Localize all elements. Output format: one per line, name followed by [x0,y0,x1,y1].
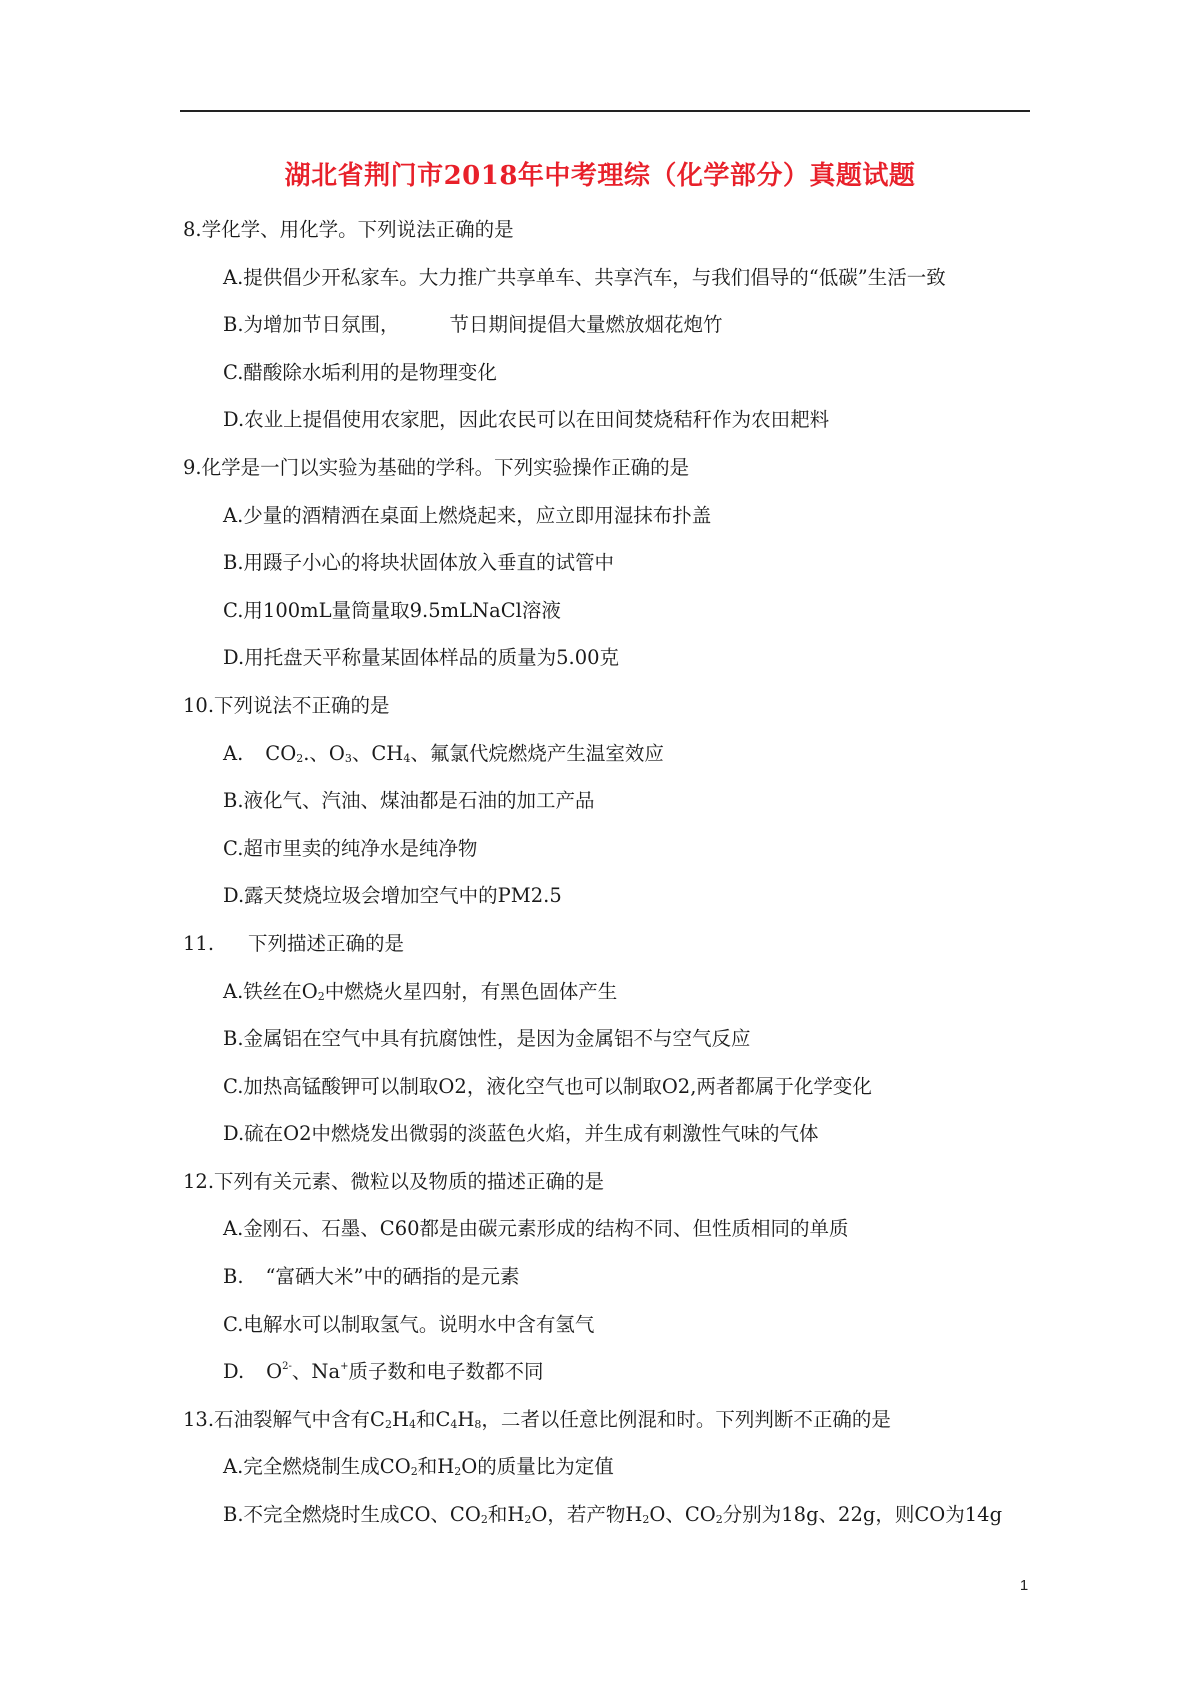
question-9-option-a: A.少量的酒精洒在桌面上燃烧起来，应立即用湿抹布扑盖 [223,503,712,527]
question-12-option-b: B. “富硒大米”中的硒指的是元素 [223,1265,520,1289]
question-12-option-d: D. $O^{2-}$、Na+质子数和电子数都不同 [223,1360,544,1384]
question-12-option-c: C.电解水可以制取氢气。说明水中含有氢气 [223,1312,595,1336]
question-8-option-b [183,310,1083,358]
question-9-option-d: D.用托盘天平称量某固体样品的质量为5.00克 [223,646,620,670]
question-10-option-a: A. $CO_2$.、$O_3$、$CH_4$、氟氯代烷燃烧产生温室效应 [223,741,664,765]
question-10-option-c: C.超市里卖的纯净水是纯净物 [223,836,478,860]
option-b-head: B.为增加节日氛围， [223,313,400,337]
question-10-stem: 10.下列说法不正确的是 [183,693,390,717]
question-12-stem: 12.下列有关元素、微粒以及物质的描述正确的是 [183,1169,605,1193]
question-13-option-b: B.不完全燃烧时生成CO、$CO_2$和$H_2O$，若产物$H_2O$、$CO_2$分别为18g、22g，则CO为14g [223,1503,1003,1527]
question-11-option-a: A.铁丝在$O_2$中燃烧火星四射，有黑色固体产生 [223,979,618,1003]
question-9-option-c: C.用100mL量筒量取9.5mLNaCl溶液 [223,598,561,622]
question-8-option-d: D.农业上提倡使用农家肥，因此农民可以在田间焚烧秸秆作为农田耙料 [223,408,830,432]
question-12-option-a: A.金刚石、石墨、C60都是由碳元素形成的结构不同、但性质相同的单质 [223,1217,849,1241]
question-8-option-a: A.提供倡少开私家车。大力推广共享单车、共享汽车，与我们倡导的“低碳”生活一致 [223,265,946,289]
question-9-option-b: B.用蹑子小心的将块状固体放入垂直的试管中 [223,551,615,575]
question-11-stem: 11. 下列描述正确的是 [183,931,405,955]
question-8-option-c: C.醋酸除水垢利用的是物理变化 [223,360,497,384]
question-8-stem: 8.学化学、用化学。下列说法正确的是 [183,218,514,241]
question-13-option-a: A.完全燃烧制生成$CO_2$和$H_2O$的质量比为定值 [223,1455,614,1479]
question-11-option-b: B.金属铝在空气中具有抗腐蚀性，是因为金属铝不与空气反应 [223,1027,751,1051]
page-title: 湖北省荆门市2018年中考理综（化学部分）真题试题 [284,161,916,191]
question-13-stem: 13.石油裂解气中含有$C_2H_4$和$C_4H_8$，二者以任意比例混和时。下列判断不正确的是 [183,1407,891,1431]
page-number: 1 [1019,1577,1029,1594]
question-10-option-b: B.液化气、汽油、煤油都是石油的加工产品 [223,789,595,813]
question-11-option-d: D.硫在O2中燃烧发出微弱的淡蓝色火焰，并生成有刺激性气味的气体 [223,1122,819,1146]
question-11-option-c: C.加热高锰酸钾可以制取O2，液化空气也可以制取O2,两者都属于化学变化 [223,1074,872,1098]
question-list [183,215,1083,1548]
question-9-stem: 9.化学是一门以实验为基础的学科。下列实验操作正确的是 [183,455,690,479]
question-10-option-d: D.露天焚烧垃圾会增加空气中的PM2.5 [223,884,562,908]
header-rule [180,110,1030,112]
option-b-tail: 节日期间提倡大量燃放烟花炮竹 [449,313,723,337]
